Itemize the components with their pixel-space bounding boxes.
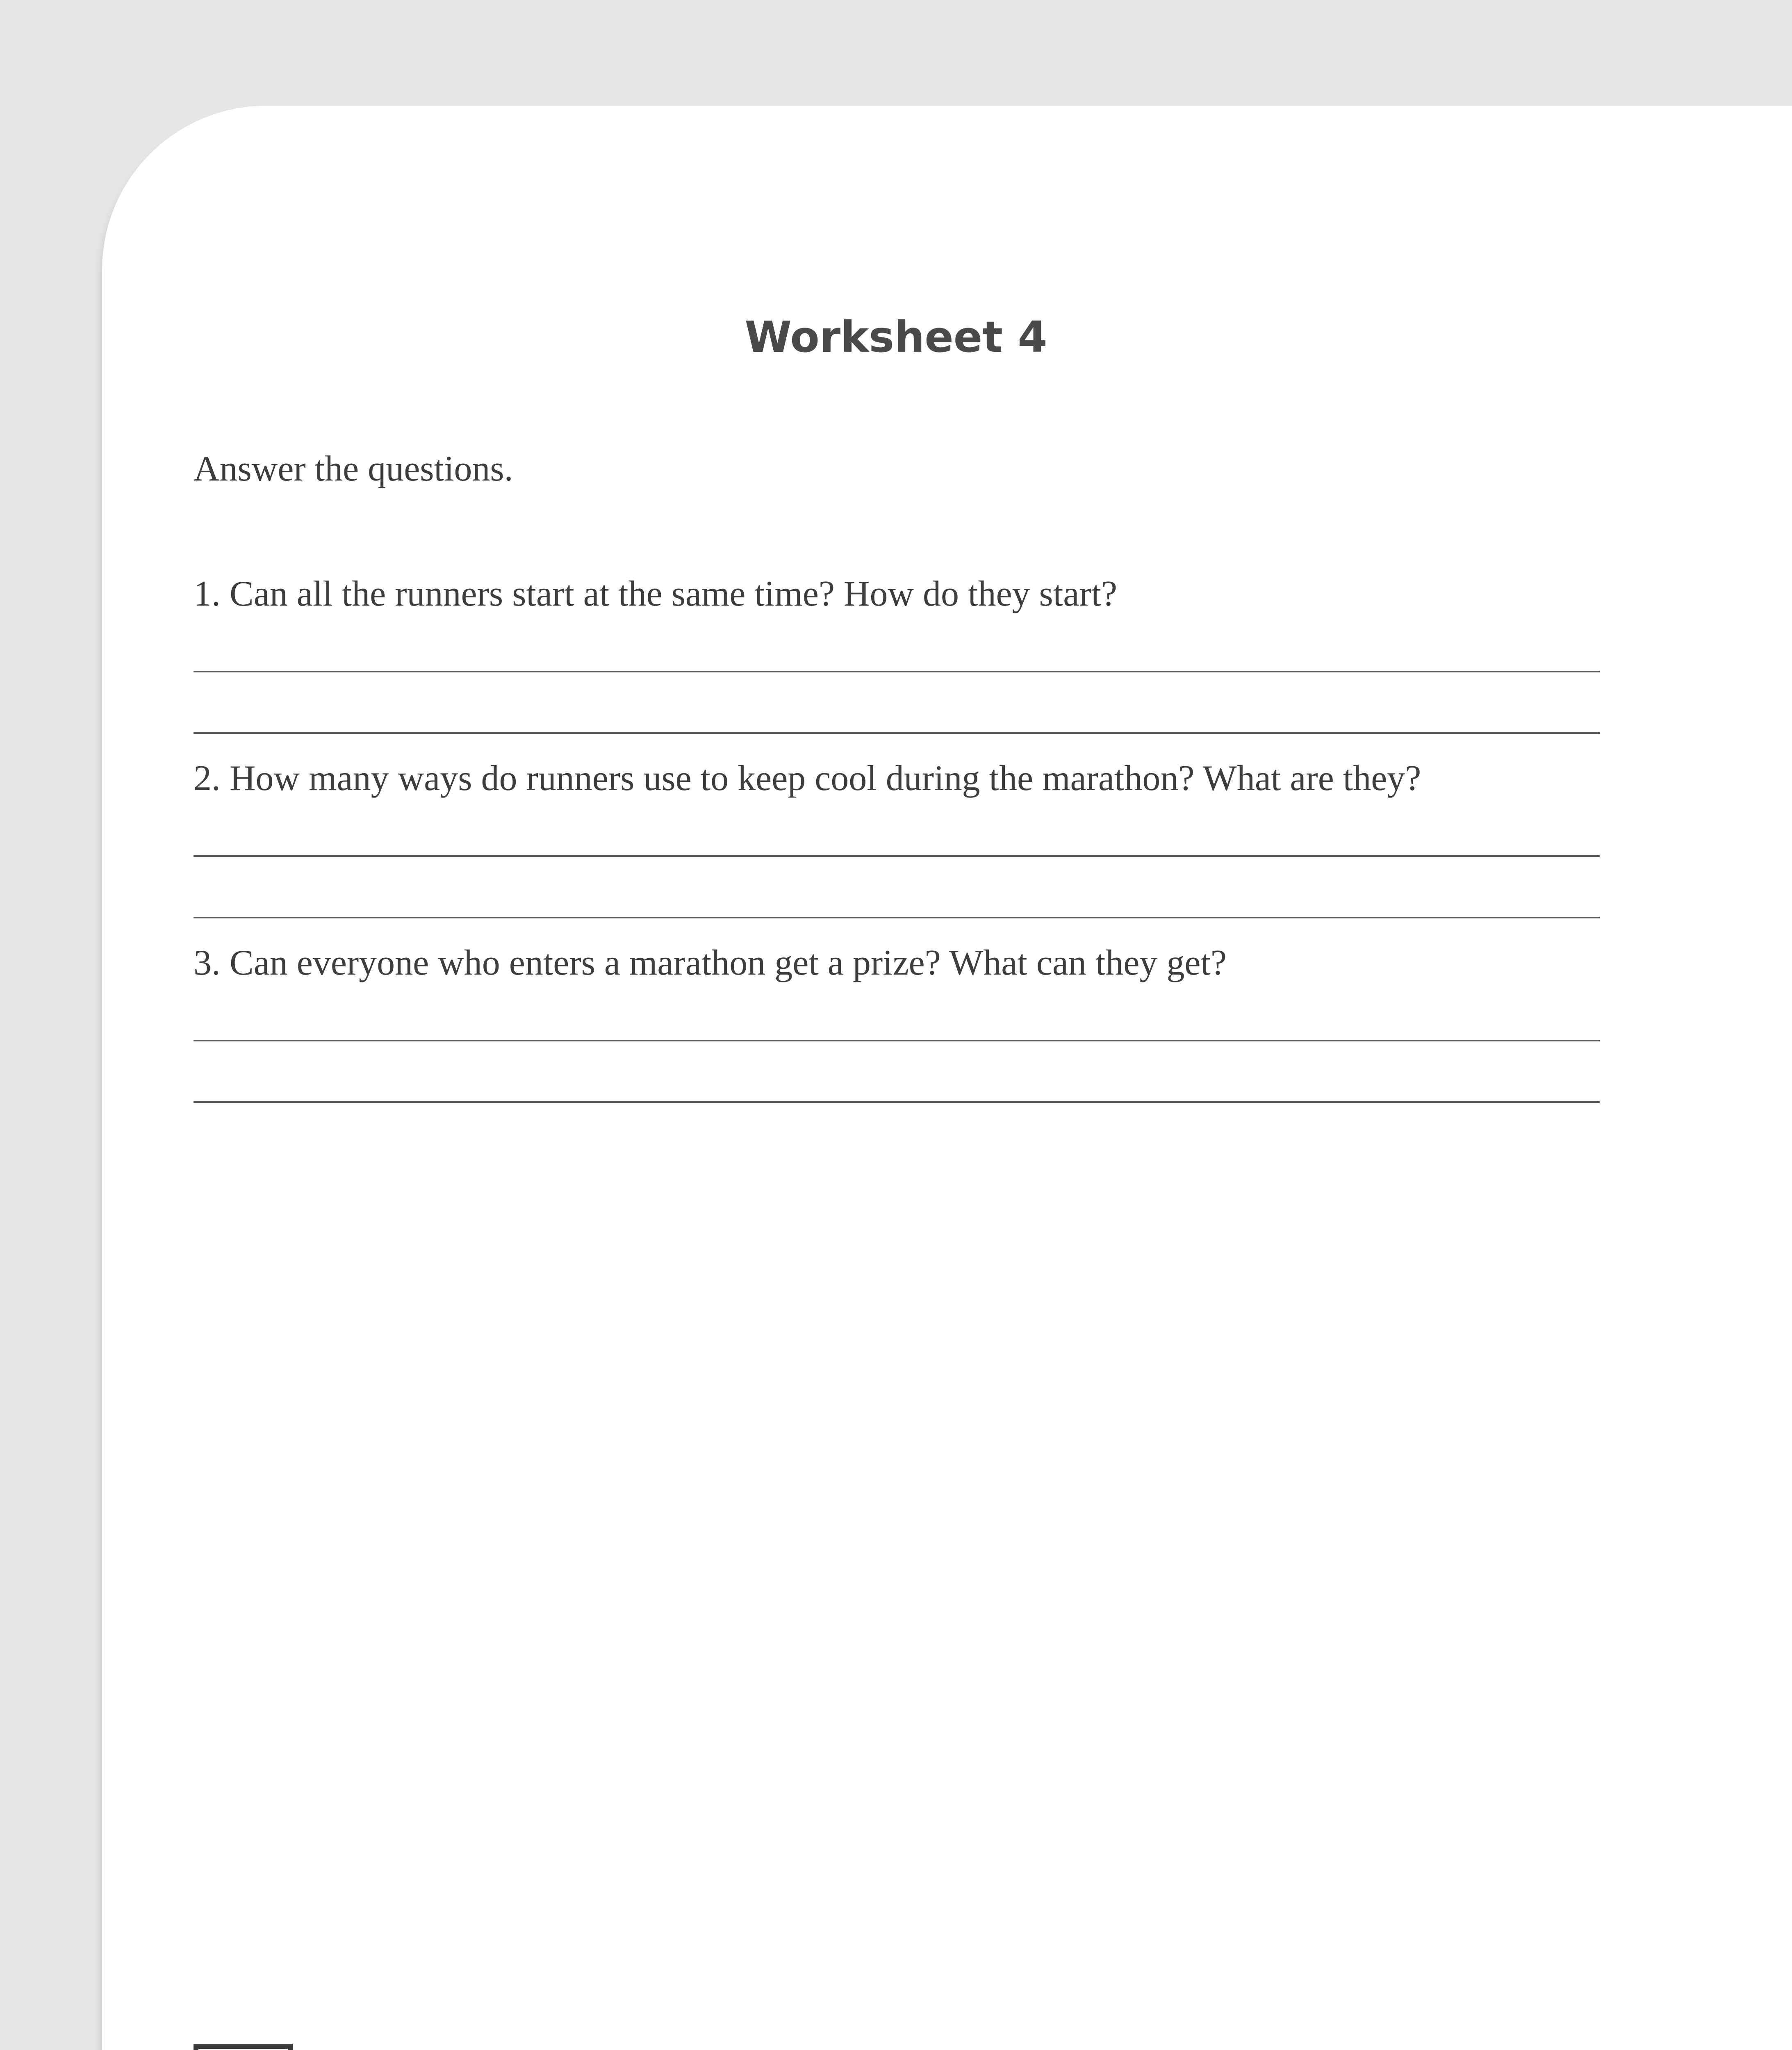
worksheet-page: [102, 106, 1792, 2050]
answer-line-2a: [194, 855, 1600, 857]
answer-line-3b: [194, 1101, 1600, 1103]
answer-line-3a: [194, 1040, 1600, 1041]
answer-line-2b: [194, 917, 1600, 918]
page-title: Worksheet 4: [745, 312, 1047, 362]
question-2: 2. How many ways do runners use to keep cool during the marathon? What are they?: [194, 758, 1421, 798]
answer-line-1b: [194, 732, 1600, 734]
key-heading: [194, 2044, 293, 2050]
instruction-text: Answer the questions.: [194, 449, 513, 489]
question-1: 1. Can all the runners start at the same time? How do they start?: [194, 574, 1118, 614]
question-3: 3. Can everyone who enters a marathon get a prize? What can they get?: [194, 943, 1227, 983]
answer-line-1a: [194, 671, 1600, 672]
